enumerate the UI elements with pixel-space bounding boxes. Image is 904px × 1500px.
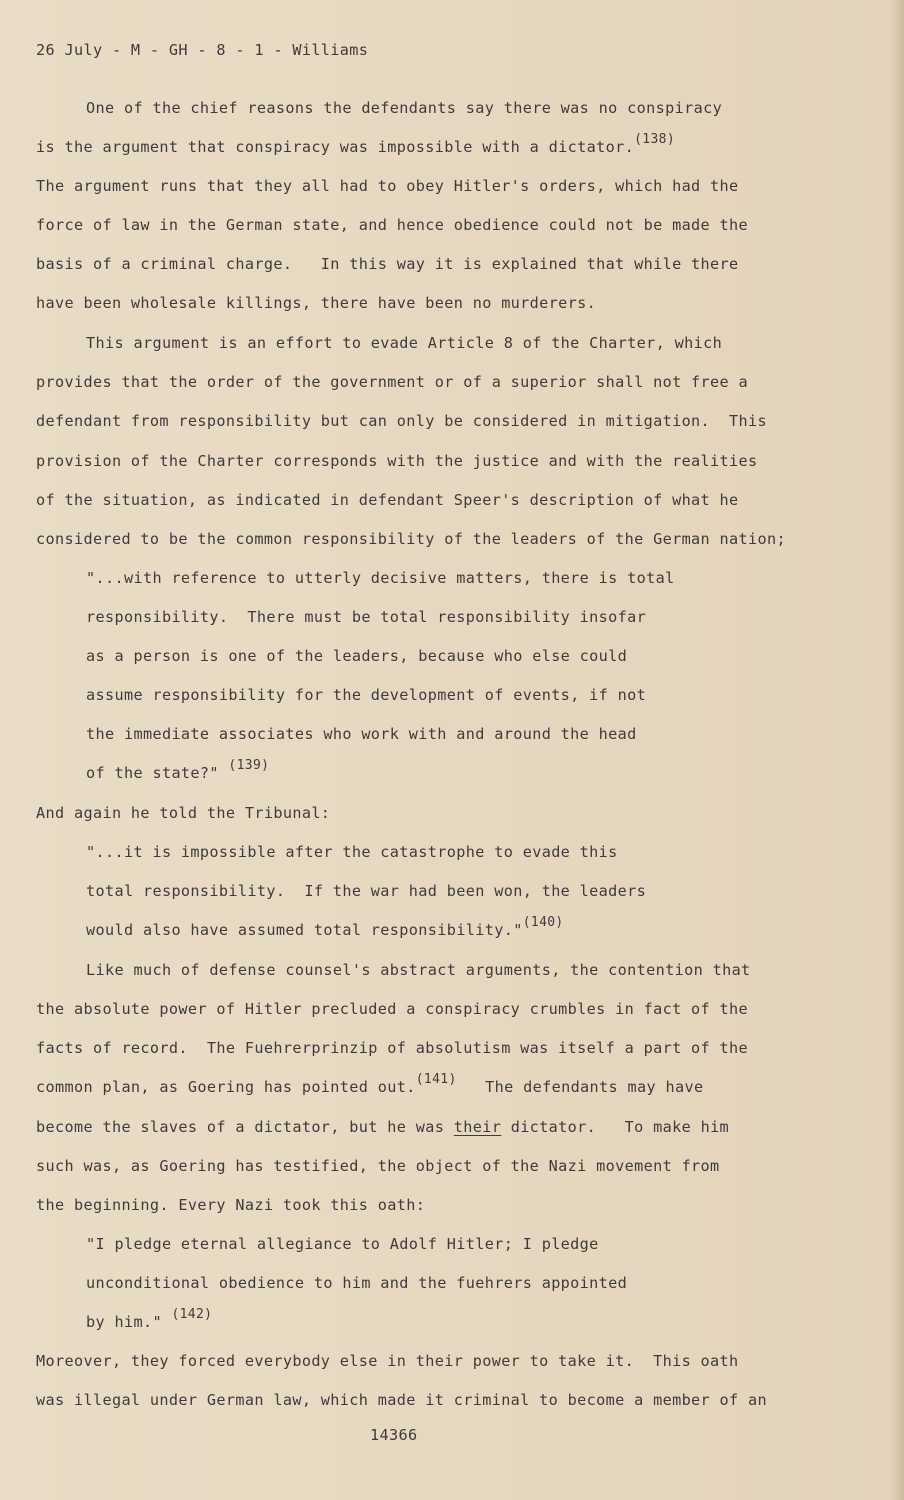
- quote3-line-2: unconditional obedience to him and the fuehrers appointed: [86, 1274, 628, 1292]
- footnote-ref-141: (141): [415, 1072, 457, 1087]
- footnote-ref-142: (142): [171, 1307, 213, 1322]
- p3-line-7: the beginning. Every Nazi took this oath:: [36, 1196, 426, 1214]
- p1-line-6: have been wholesale killings, there have been no murderers.: [36, 294, 597, 312]
- p1-line-1: One of the chief reasons the defendants say there was no conspiracy: [86, 99, 723, 117]
- p1-line-4: force of law in the German state, and hence obedience could not be made the: [36, 216, 749, 234]
- p2-line-4: provision of the Charter corresponds with the justice and with the realities: [36, 452, 758, 470]
- p2-line-6: considered to be the common responsibility of the leaders of the German nation;: [36, 530, 786, 548]
- quote2-line-3: [86, 915, 564, 942]
- p3-line-6: such was, as Goering has testified, the object of the Nazi movement from: [36, 1157, 720, 1175]
- quote3-line-3: [86, 1307, 213, 1334]
- p3-line-4-text: common plan, as Goering has pointed out.: [36, 1078, 416, 1096]
- quote1-line-6: [86, 758, 270, 785]
- p4-line-2: was illegal under German law, which made it criminal to become a member of an: [36, 1391, 768, 1409]
- quote1-line-6-text: of the state?": [86, 764, 219, 782]
- page-number: 14366: [370, 1426, 418, 1444]
- quote2-line-1: "...it is impossible after the catastrophe to evade this: [86, 843, 618, 861]
- p1-line-2: [36, 132, 675, 159]
- p3-line-3: facts of record. The Fuehrerprinzip of absolutism was itself a part of the: [36, 1039, 749, 1057]
- p3-line-4-tail: The defendants may have: [485, 1078, 704, 1096]
- quote2-line-3-text: would also have assumed total responsibility.": [86, 921, 523, 939]
- underlined-their: their: [453, 1118, 502, 1136]
- quote1-line-4: assume responsibility for the development of events, if not: [86, 686, 647, 704]
- quote2-line-2: total responsibility. If the war had been won, the leaders: [86, 882, 647, 900]
- p1-line-2-text: is the argument that conspiracy was impossible with a dictator.: [36, 138, 635, 156]
- quote3-line-3-text: by him.": [86, 1313, 162, 1331]
- p3-line-5-b: dictator. To make him: [501, 1118, 730, 1136]
- p2-line-2: provides that the order of the government or of a superior shall not free a: [36, 373, 749, 391]
- p3-line-1: Like much of defense counsel's abstract arguments, the contention that: [86, 961, 751, 979]
- quote1-line-5: the immediate associates who work with and around the head: [86, 725, 637, 743]
- footnote-ref-139: (139): [228, 758, 270, 773]
- p3-line-4: [36, 1072, 704, 1099]
- transition-line: And again he told the Tribunal:: [36, 804, 331, 822]
- p1-line-5: basis of a criminal charge. In this way it is explained that while there: [36, 255, 739, 273]
- p2-line-3: defendant from responsibility but can only be considered in mitigation. This: [36, 412, 768, 430]
- quote1-line-2: responsibility. There must be total responsibility insofar: [86, 608, 647, 626]
- p2-line-1: This argument is an effort to evade Article 8 of the Charter, which: [86, 334, 723, 352]
- p3-line-5: [36, 1117, 729, 1137]
- footnote-ref-140: (140): [522, 915, 564, 930]
- p3-line-5-a: become the slaves of a dictator, but he was: [36, 1118, 454, 1136]
- page-edge-shadow: [890, 0, 904, 1500]
- quote1-line-1: "...with reference to utterly decisive matters, there is total: [86, 569, 675, 587]
- footnote-ref-138: (138): [634, 132, 675, 147]
- quote1-line-3: as a person is one of the leaders, because who else could: [86, 647, 628, 665]
- p4-line-1: Moreover, they forced everybody else in their power to take it. This oath: [36, 1352, 739, 1370]
- header-line: 26 July - M - GH - 8 - 1 - Williams: [36, 41, 369, 59]
- p2-line-5: of the situation, as indicated in defendant Speer's description of what he: [36, 491, 739, 509]
- quote3-line-1: "I pledge eternal allegiance to Adolf Hitler; I pledge: [86, 1235, 599, 1253]
- p3-line-2: the absolute power of Hitler precluded a conspiracy crumbles in fact of the: [36, 1000, 749, 1018]
- p1-line-3: The argument runs that they all had to obey Hitler's orders, which had the: [36, 177, 739, 195]
